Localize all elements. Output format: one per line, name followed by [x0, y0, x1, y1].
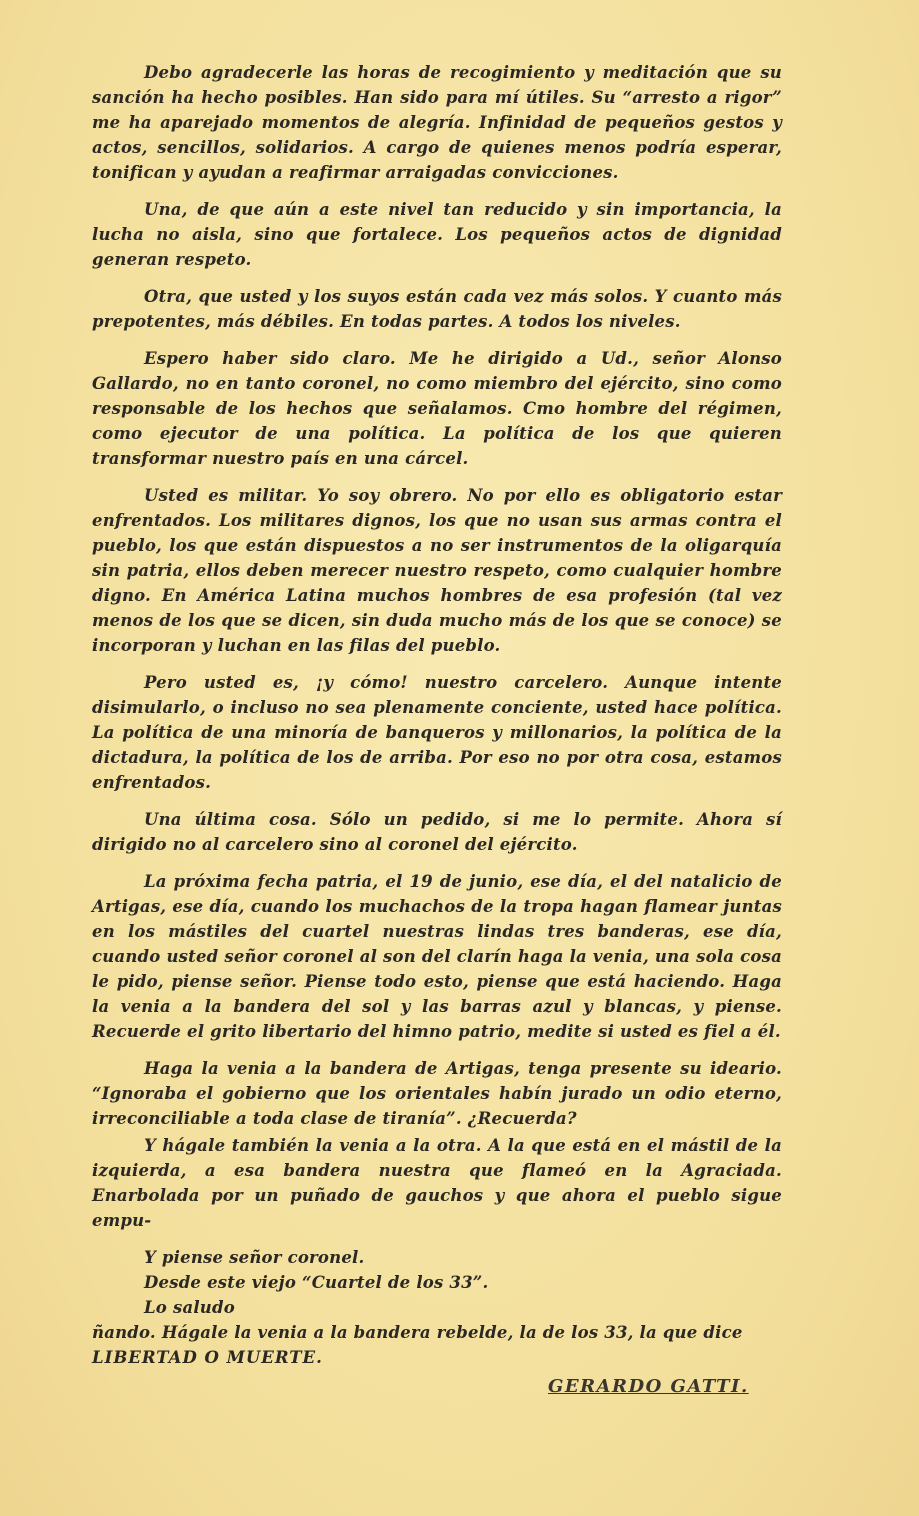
letter-closing [92, 1245, 782, 1370]
paragraph-second-conviction: Otra, que usted y los suyos están cada vez más solos. Y cuanto más prepotentes, más débiles. En todas partes. A todos los niveles. [92, 287, 782, 331]
closing-line-2: Desde este viejo “Cuartel de los 33”. [144, 1273, 489, 1292]
closing-line-3: Lo saludo [144, 1298, 235, 1317]
paragraph-other-flag: Y hágale también la venia a la otra. A la que está en el mástil de la izquierda, a esa bandera nuestra que flameó en la Agraciada. Enarbolada por un puñado de gauchos y que ahora el pueblo sigue empu- [92, 1136, 782, 1230]
closing-motto: LIBERTAD O MUERTE. [92, 1348, 323, 1367]
paragraph-request: Una última cosa. Sólo un pedido, si me lo permite. Ahora sí dirigido no al carcelero sino al coronel del ejército. [92, 810, 782, 854]
paragraph-addressee: Espero haber sido claro. Me he dirigido a Ud., señor Alonso Gallardo, no en tanto coronel, no como miembro del ejército, sino como responsable de los hechos que señalamos. Cmo hombre del régimen, como ejecutor de una política. La política de los que quieren transformar nuestro país en una cárcel. [92, 349, 782, 468]
paragraph-first-conviction: Una, de que aún a este nivel tan reducido y sin importancia, la lucha no aisla, sino que fortalece. Los pequeños actos de dignidad generan respeto. [92, 200, 782, 269]
closing-line-1: Y piense señor coronel. [144, 1248, 365, 1267]
paragraph-national-date: La próxima fecha patria, el 19 de junio, ese día, el del natalicio de Artigas, ese día, cuando los muchachos de la tropa hagan flamear juntas en los mástiles del cuartel nuestras lindas tres banderas, ese día, cuando usted señor coronel al son del clarín haga la venia, una sola cosa le pido, piense señor. Piense todo esto, piense que está haciendo. Haga la venia a la bandera del sol y las barras azul y blancas, y piense. Recuerde el grito libertario del himno patrio, medite si usted es fiel a él. [92, 872, 782, 1041]
paragraph-gratitude: Debo agradecerle las horas de recogimiento y meditación que su sanción ha hecho posibles. Han sido para mí útiles. Su “arresto a rigor” me ha aparejado momentos de alegría. Infinidad de pequeños gestos y actos, sencillos, solidarios. A cargo de quienes menos podría esperar, tonifican y ayudan a reafirmar arraigadas convicciones. [92, 63, 782, 182]
paragraph-military-worker: Usted es militar. Yo soy obrero. No por ello es obligatorio estar enfrentados. Los militares dignos, los que no usan sus armas contra el pueblo, los que están dispuestos a no ser instrumentos de la oligarquía sin patria, ellos deben merecer nuestro respeto, como cualquier hombre digno. En América Latina muchos hombres de esa profesión (tal vez menos de los que se dicen, sin duda mucho más de los que se conoce) se incorporan y luchan en las filas del pueblo. [92, 486, 782, 655]
paragraph-artigas-flag: Haga la venia a la bandera de Artigas, tenga presente su ideario. “Ignoraba el gobierno que los orientales habín jurado un odio eterno, irreconciliable a toda clase de tiranía”. ¿Recuerda? [92, 1059, 782, 1128]
closing-line-4: ñando. Hágale la venia a la bandera rebelde, la de los 33, la que dice [92, 1323, 743, 1342]
paragraph-jailer: Pero usted es, ¡y cómo! nuestro carcelero. Aunque intente disimularlo, o incluso no sea plenamente conciente, usted hace política. La política de una minoría de banqueros y millonarios, la política de la dictadura, la política de los de arriba. Por eso no por otra cosa, estamos enfrentados. [92, 673, 782, 792]
signature: GERARDO GATTI. [548, 1376, 749, 1397]
letter-body [92, 60, 782, 1370]
